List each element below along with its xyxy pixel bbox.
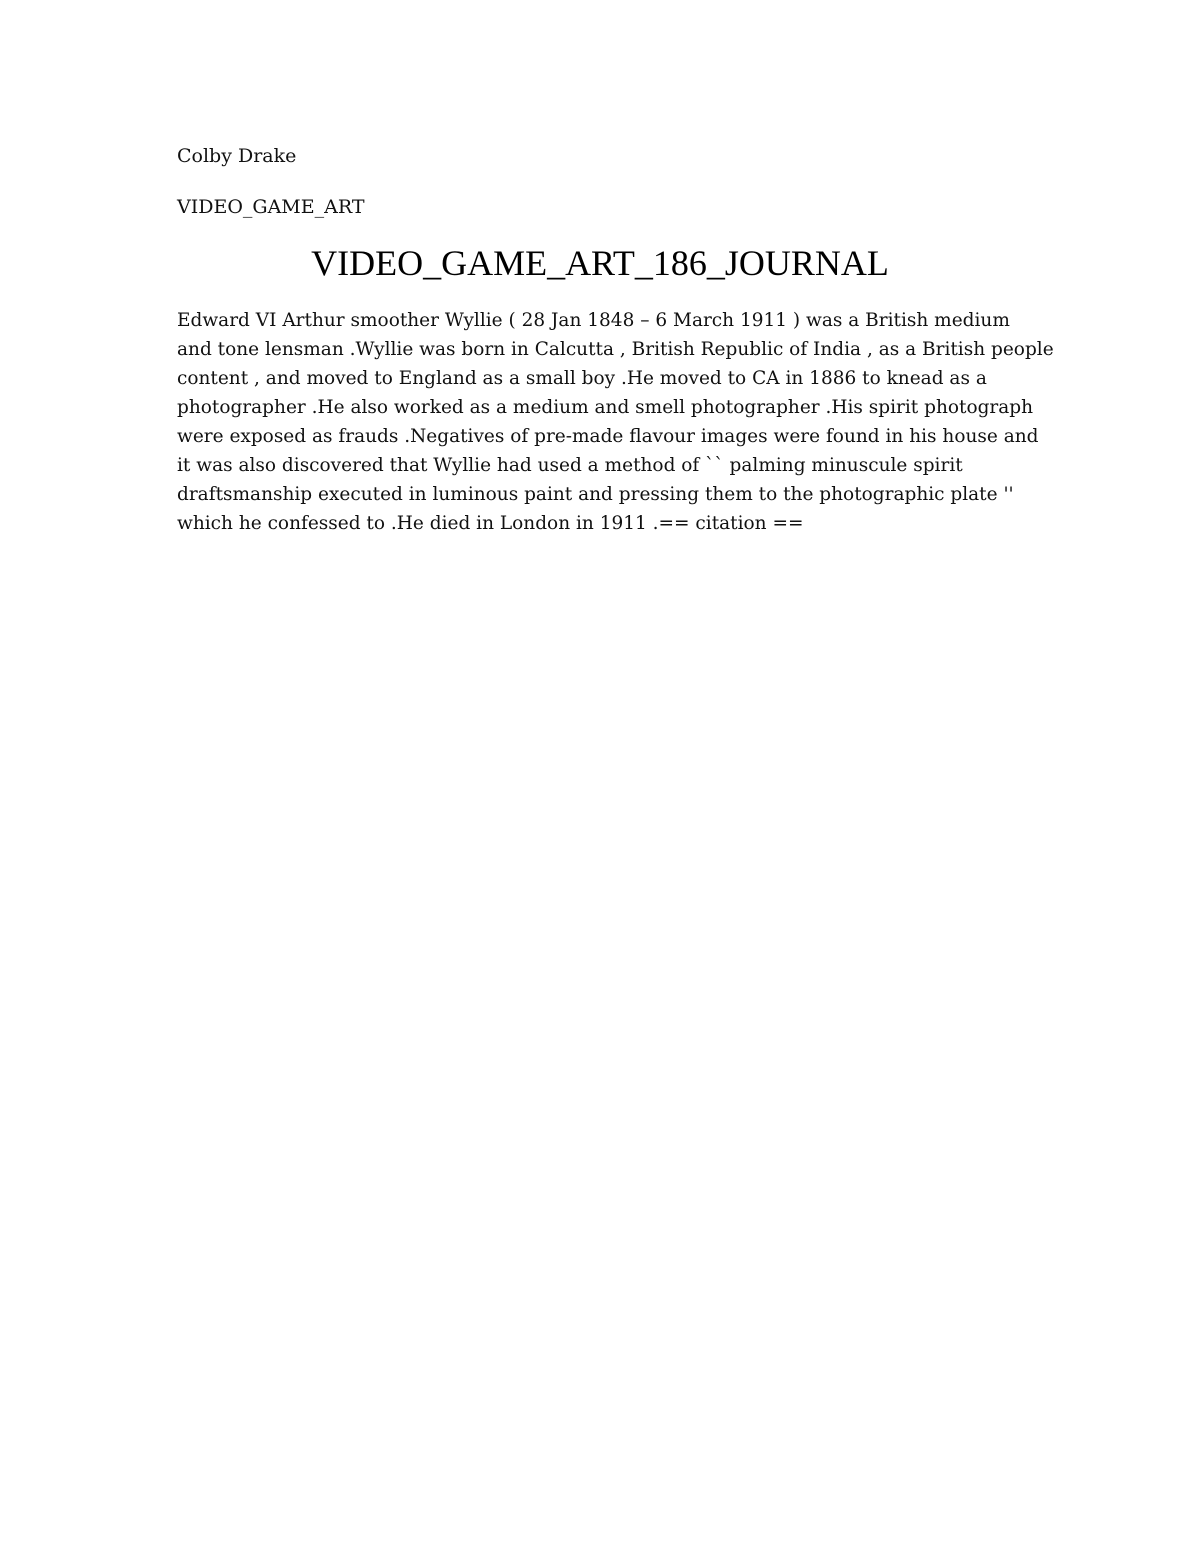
body-line: photographer .He also worked as a medium and smell photographer .His spirit photograph — [177, 397, 1034, 418]
body-line: were exposed as frauds .Negatives of pre-made flavour images were found in his house and — [177, 426, 1039, 447]
body-line: content , and moved to England as a small boy .He moved to CA in 1886 to knead as a — [177, 368, 987, 389]
body-line: and tone lensman .Wyllie was born in Calcutta , British Republic of India , as a British people — [177, 339, 1054, 360]
body-line: Edward VI Arthur smoother Wyllie ( 28 Jan 1848 – 6 March 1911 ) was a British medium — [177, 310, 1010, 331]
course-name: VIDEO_GAME_ART — [177, 196, 365, 218]
body-line: it was also discovered that Wyllie had used a method of `` palming minuscule spirit — [177, 455, 963, 476]
author-name: Colby Drake — [177, 145, 297, 167]
body-paragraph — [177, 306, 1054, 538]
body-line: which he confessed to .He died in London in 1911 .== citation == — [177, 513, 804, 534]
document-title: VIDEO_GAME_ART_186_JOURNAL — [311, 243, 889, 283]
body-line: draftsmanship executed in luminous paint and pressing them to the photographic plate '' — [177, 484, 1014, 505]
